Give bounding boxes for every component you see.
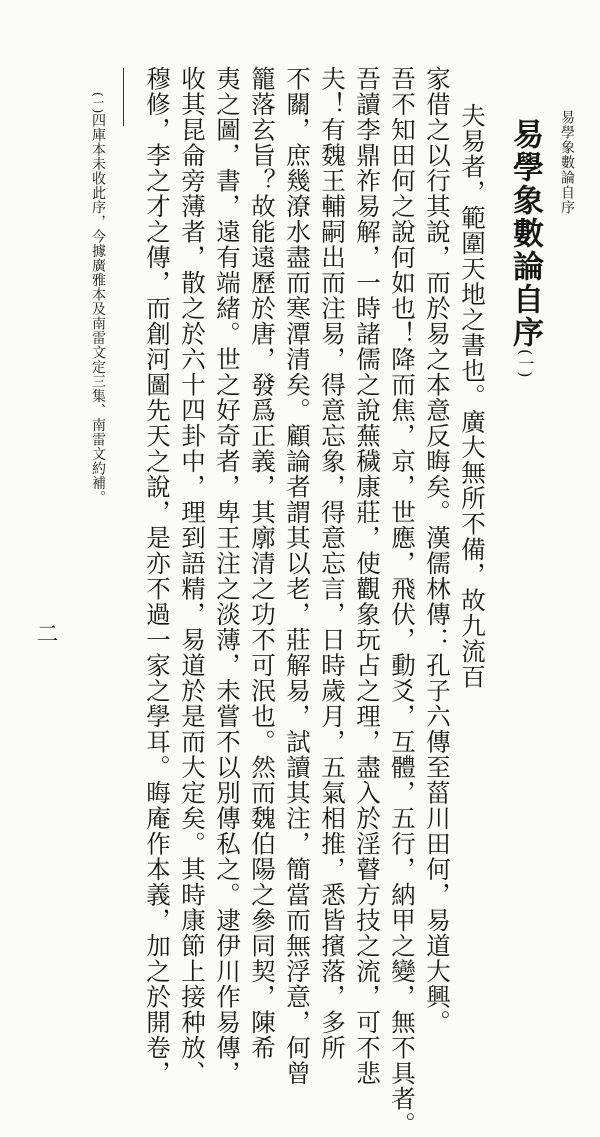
body-line-8: 夷之圖，書，遠有端緒。世之好奇者，卑王注之淡薄，未嘗不以別傳私之。逮伊川作易傳，: [213, 66, 242, 1086]
body-line-10: 穆修，李之才之傳，而創河圖先天之說，是亦不過一家之學耳。晦庵作本義，加之於開卷，: [143, 66, 172, 1086]
body-line-7: 籠落玄旨？故能遠歷於唐，發爲正義，其廓清之功不可泯也。然而魏伯陽之參同契，陳希: [248, 66, 277, 1061]
body-line-1: 夫易者，範圍天地之書也。廣大無所不備，故九流百: [458, 103, 487, 690]
page-number: 二: [33, 622, 58, 644]
title-note-marker: (一): [516, 349, 535, 378]
page-title: 易學象數論自序: [507, 118, 543, 349]
body-line-3: 吾不知田何之說何如也！降而焦，京，世應，飛伏，動爻，互體，五行，納甲之變，無不具者。: [388, 66, 417, 1137]
running-header: 易學象數論自序: [559, 110, 575, 215]
title-block: [507, 118, 543, 378]
body-line-9: 收其昆侖旁薄者，散之於六十四卦中，理到語精，易道於是而大定矣。其時康節上接种放、: [178, 66, 207, 1086]
footnote: [90, 92, 106, 505]
body-line-2: 家借之以行其說，而於易之本意反晦矣。漢儒林傳：孔子六傳至菑川田何，易道大興。: [423, 66, 452, 1035]
footnote-number: (一): [91, 92, 105, 114]
footnote-text: 四庫本未收此序，今據廣雅本及南雷文定三集、南雷文約補。: [90, 113, 106, 505]
body-line-5: 夫！有魏王輔嗣出而注易，得意忘象，得意忘言，日時歲月，五氣相推，悉皆擯落，多所: [318, 66, 347, 1061]
footnote-rule: [123, 68, 124, 126]
body-line-6: 不關，庶幾潦水盡而寒潭清矣。顧論者謂其以老，莊解易，試讀其注，簡當而無浮意，何曾: [283, 66, 312, 1086]
body-line-4: 吾讀李鼎祚易解，一時諸儒之說蕪穢康莊，使觀象玩占之理，盡入於淫瞽方技之流，可不悲: [353, 66, 382, 1086]
